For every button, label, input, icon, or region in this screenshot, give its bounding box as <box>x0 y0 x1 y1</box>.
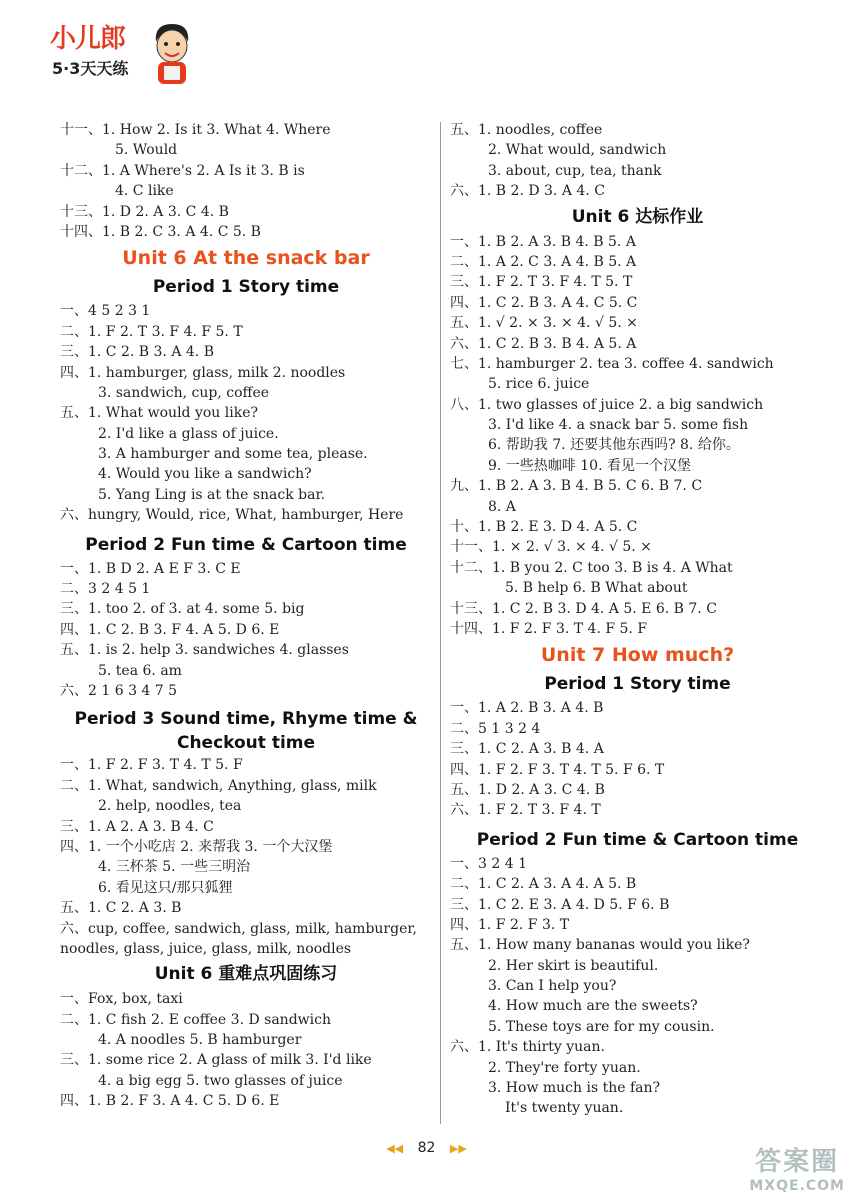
answer-line: 九、1. B 2. A 3. B 4. B 5. C 6. B 7. C <box>450 478 703 495</box>
answer-line: 四、1. C 2. B 3. A 4. C 5. C <box>450 294 638 311</box>
period-heading: Period 2 Fun time & Cartoon time <box>476 829 799 850</box>
watermark-line2: MXQE.COM <box>749 1178 845 1194</box>
logo <box>50 18 200 90</box>
answer-line: 四、1. C 2. B 3. F 4. A 5. D 6. E <box>60 621 280 638</box>
answer-line: 3. How much is the fan? <box>488 1080 661 1097</box>
answer-line: 5. These toys are for my cousin. <box>488 1018 715 1035</box>
answer-line: 五、1. What would you like? <box>60 405 258 422</box>
answer-line: 4. a big egg 5. two glasses of juice <box>98 1072 343 1089</box>
answer-line: 十二、1. A Where's 2. A Is it 3. B is <box>60 162 305 179</box>
answer-line: 5. Yang Ling is at the snack bar. <box>98 486 326 503</box>
answer-line: 3. about, cup, tea, thank <box>488 162 662 179</box>
answer-line: 五、1. D 2. A 3. C 4. B <box>450 781 605 798</box>
answer-line: 五、1. noodles, coffee <box>450 122 603 138</box>
answer-line: 十三、1. C 2. B 3. D 4. A 5. E 6. B 7. C <box>450 600 717 617</box>
answer-line: 一、1. B D 2. A E F 3. C E <box>60 560 241 577</box>
answer-line: 2. I'd like a glass of juice. <box>98 425 279 442</box>
answer-line: 2. What would, sandwich <box>488 142 667 159</box>
answer-line: 七、1. hamburger 2. tea 3. coffee 4. sandwich <box>450 355 774 372</box>
answer-line: 六、1. C 2. B 3. B 4. A 5. A <box>450 335 637 352</box>
answer-line: 三、1. F 2. T 3. F 4. T 5. T <box>450 274 633 291</box>
answer-line: 5. rice 6. juice <box>488 376 590 393</box>
answer-line: 十、1. B 2. E 3. D 4. A 5. C <box>450 519 638 536</box>
answer-line: 8. A <box>488 498 516 515</box>
answer-line: 五、1. How many bananas would you like? <box>450 937 750 954</box>
left-column <box>60 120 432 1112</box>
answer-line: 二、1. C fish 2. E coffee 3. D sandwich <box>60 1011 331 1028</box>
answer-line: 5. tea 6. am <box>98 662 182 679</box>
mascot-icon <box>150 20 194 86</box>
answer-line: 3. A hamburger and some tea, please. <box>98 446 368 463</box>
answer-line: 六、2 1 6 3 4 7 5 <box>60 682 178 699</box>
next-arrow-icon: ▶▶ <box>449 1142 467 1155</box>
answer-line: 十一、1. × 2. √ 3. × 4. √ 5. × <box>450 539 652 556</box>
answer-line: 一、Fox, box, taxi <box>60 991 183 1008</box>
column-divider <box>440 122 441 1124</box>
answer-line: 四、1. B 2. F 3. A 4. C 5. D 6. E <box>60 1093 280 1110</box>
answer-line: 三、1. C 2. A 3. B 4. A <box>450 741 604 758</box>
period-heading: Period 2 Fun time & Cartoon time <box>85 534 407 555</box>
answer-line: 四、1. hamburger, glass, milk 2. noodles <box>60 364 346 381</box>
answer-line: 5. B help 6. B What about <box>505 580 688 597</box>
answer-line: 6. 看见这只/那只狐狸 <box>98 879 233 896</box>
answer-line: 9. 一些热咖啡 10. 看见一个汉堡 <box>488 457 691 474</box>
answer-line: 五、1. C 2. A 3. B <box>60 900 182 917</box>
period-heading: Checkout time <box>176 733 316 754</box>
answer-line: 四、1. F 2. F 3. T <box>450 916 570 933</box>
period-heading: Period 3 Sound time, Rhyme time & <box>74 709 418 730</box>
answer-line: 4. 三杯茶 5. 一些三明治 <box>98 859 251 876</box>
answer-line: 3. sandwich, cup, coffee <box>98 384 270 401</box>
answer-line: 三、1. too 2. of 3. at 4. some 5. big <box>60 601 305 618</box>
section-heading: Unit 6 达标作业 <box>571 206 704 227</box>
answer-line: 六、hungry, Would, rice, What, hamburger, Here <box>60 507 404 524</box>
answer-line: 二、3 2 4 5 1 <box>60 581 151 598</box>
logo-subtitle: 5·3天天练 <box>52 59 129 78</box>
answer-line: 六、1. F 2. T 3. F 4. T <box>450 802 601 819</box>
answer-line: 十四、1. B 2. C 3. A 4. C 5. B <box>60 223 261 240</box>
answer-line: 十二、1. B you 2. C too 3. B is 4. A What <box>450 559 733 576</box>
answer-line: 一、1. F 2. F 3. T 4. T 5. F <box>60 757 243 774</box>
answer-line: noodles, glass, juice, glass, milk, noodles <box>60 940 352 957</box>
answer-line: 5. Would <box>115 142 178 159</box>
answer-line: 4. A noodles 5. B hamburger <box>98 1032 302 1049</box>
answer-line: 四、1. 一个小吃店 2. 来帮我 3. 一个大汉堡 <box>60 838 333 855</box>
watermark-line1: 答案圈 <box>755 1147 840 1177</box>
answer-line: 三、1. A 2. A 3. B 4. C <box>60 818 214 835</box>
answer-line: 三、1. C 2. E 3. A 4. D 5. F 6. B <box>450 896 670 913</box>
answer-line: 一、1. A 2. B 3. A 4. B <box>450 700 604 717</box>
answer-line: 八、1. two glasses of juice 2. a big sandwich <box>450 396 764 413</box>
answer-line: 五、1. √ 2. × 3. × 4. √ 5. × <box>450 315 638 332</box>
answer-line: 十一、1. How 2. Is it 3. What 4. Where <box>60 122 331 138</box>
answer-line: 六、1. B 2. D 3. A 4. C <box>450 183 605 200</box>
answer-line: 3. I'd like 4. a snack bar 5. some fish <box>488 417 749 434</box>
answer-line: 3. Can I help you? <box>488 978 617 995</box>
section-heading: Unit 6 重难点巩固练习 <box>154 964 338 985</box>
logo-title: 小儿郎 <box>50 24 126 54</box>
answer-line: 4. How much are the sweets? <box>488 998 698 1015</box>
answer-line: 一、1. B 2. A 3. B 4. B 5. A <box>450 233 636 250</box>
answer-line: 六、1. It's thirty yuan. <box>450 1039 605 1056</box>
page-footer <box>0 1140 853 1156</box>
answer-line: 二、1. F 2. T 3. F 4. F 5. T <box>60 323 243 340</box>
answer-line: It's twenty yuan. <box>505 1100 624 1117</box>
unit-heading: Unit 6 At the snack bar <box>122 247 370 270</box>
prev-arrow-icon: ◀◀ <box>386 1142 404 1155</box>
answer-line: 二、1. What, sandwich, Anything, glass, milk <box>60 777 377 794</box>
answer-line: 二、5 1 3 2 4 <box>450 720 541 737</box>
unit-heading: Unit 7 How much? <box>540 644 735 667</box>
period-heading: Period 1 Story time <box>544 674 731 695</box>
answer-line: 4. Would you like a sandwich? <box>98 466 312 483</box>
answer-line: 2. help, noodles, tea <box>98 798 242 815</box>
right-column <box>450 120 825 1119</box>
answer-line: 2. They're forty yuan. <box>488 1059 641 1076</box>
answer-line: 一、3 2 4 1 <box>450 855 527 872</box>
page-number: 82 <box>417 1140 436 1156</box>
period-heading: Period 1 Story time <box>152 277 340 298</box>
answer-line: 2. Her skirt is beautiful. <box>488 957 659 974</box>
answer-line: 六、cup, coffee, sandwich, glass, milk, hamburger, <box>60 920 417 937</box>
answer-line: 一、4 5 2 3 1 <box>60 303 151 320</box>
answer-line: 二、1. A 2. C 3. A 4. B 5. A <box>450 253 637 270</box>
answer-line: 五、1. is 2. help 3. sandwiches 4. glasses <box>60 642 349 659</box>
answer-line: 4. C like <box>115 183 174 200</box>
answer-line: 6. 帮助我 7. 还要其他东西吗? 8. 给你。 <box>488 437 740 454</box>
answer-line: 十四、1. F 2. F 3. T 4. F 5. F <box>450 620 648 637</box>
answer-line: 二、1. C 2. A 3. A 4. A 5. B <box>450 876 637 893</box>
answer-line: 三、1. C 2. B 3. A 4. B <box>60 344 214 361</box>
answer-line: 三、1. some rice 2. A glass of milk 3. I'd like <box>60 1052 372 1069</box>
answer-line: 十三、1. D 2. A 3. C 4. B <box>60 203 229 220</box>
answer-line: 四、1. F 2. F 3. T 4. T 5. F 6. T <box>450 761 665 778</box>
watermark <box>749 1141 845 1194</box>
